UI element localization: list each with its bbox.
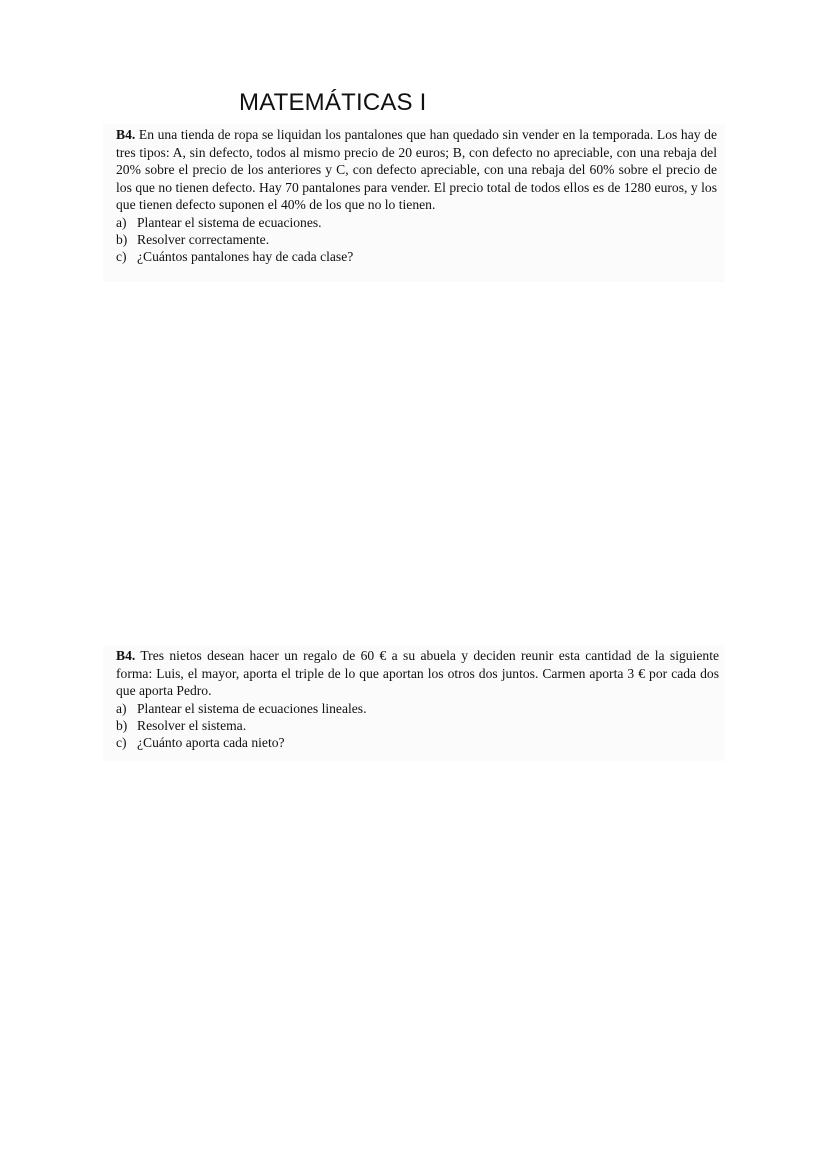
part-text: Resolver correctamente. (137, 232, 270, 248)
problem-parts (116, 700, 725, 752)
page-title: MATEMÁTICAS I (239, 89, 427, 116)
list-item (116, 231, 725, 248)
part-letter: c) (116, 249, 127, 265)
list-item (116, 734, 725, 751)
problem-statement (116, 647, 725, 700)
part-text: ¿Cuántos pantalones hay de cada clase? (137, 249, 354, 265)
part-letter: a) (116, 214, 127, 230)
problem-parts (116, 214, 725, 266)
part-text: Resolver el sistema. (137, 717, 247, 733)
problem-statement (116, 126, 725, 214)
problem-block (103, 645, 725, 761)
part-letter: c) (116, 735, 127, 751)
part-text: Plantear el sistema de ecuaciones. (137, 214, 322, 230)
problem-code: B4. (116, 648, 136, 663)
problem-code: B4. (116, 127, 136, 142)
problem-text: En una tienda de ropa se liquidan los pantalones que han quedado sin vender en la temporada. Los hay de tres tipos: A, sin defecto, todos al mismo precio de 20 euros; B, con defecto no apreciable, con una rebaja del 20% sobre el precio de los anteriores y C, con defecto apreciable, con una rebaja del 60% sobre el precio de los que no tienen defecto. Hay 70 pantalones para vender. El precio total de todos ellos es de 1280 euros, y los que tienen defecto suponen el 40% de los que no lo tienen. (116, 127, 718, 213)
part-letter: b) (116, 232, 128, 248)
problem-text: Tres nietos desean hacer un regalo de 60 € a su abuela y deciden reunir esta cantidad de la siguiente forma: Luis, el mayor, aporta el triple de lo que aportan los otros dos juntos. Carmen aporta 3 € por cada dos que aporta Pedro. (116, 648, 720, 699)
part-letter: b) (116, 717, 128, 733)
list-item (116, 717, 725, 734)
list-item (116, 248, 725, 265)
list-item (116, 214, 725, 231)
part-letter: a) (116, 700, 127, 716)
problem-block (103, 124, 725, 282)
list-item (116, 700, 725, 717)
part-text: Plantear el sistema de ecuaciones lineales. (137, 700, 367, 716)
part-text: ¿Cuánto aporta cada nieto? (137, 735, 285, 751)
